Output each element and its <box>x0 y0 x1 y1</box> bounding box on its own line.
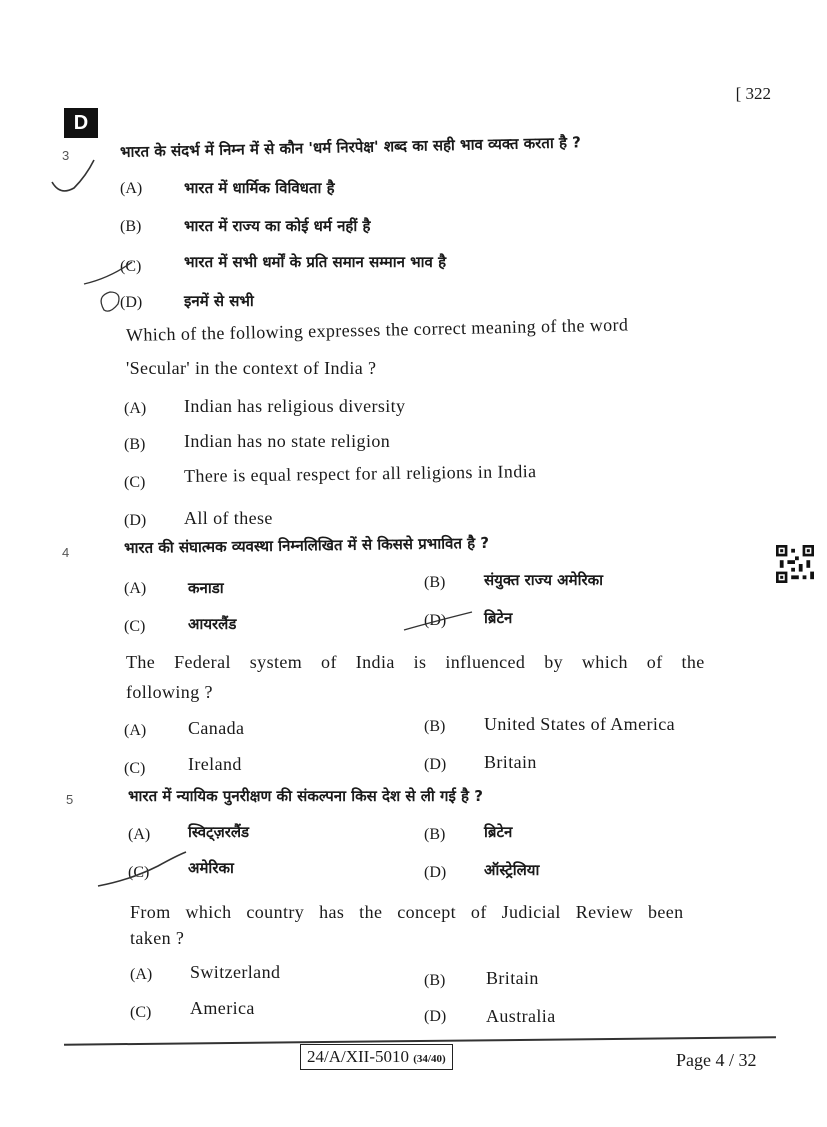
tick-mark <box>52 160 94 191</box>
question-english-line2: following ? <box>126 682 213 702</box>
option-label: (C) <box>124 474 146 491</box>
question-hindi: भारत की संघात्मक व्यवस्था निम्नलिखित में से किससे प्रभावित है ? <box>123 533 490 557</box>
option-label: (A) <box>124 580 147 597</box>
question-english-line1: The Federal system of India is influenced by which of the <box>126 652 705 672</box>
page-number: Page 4 / 32 <box>676 1050 757 1070</box>
option-label: (A) <box>124 400 147 417</box>
paper-code <box>300 1044 453 1070</box>
option-text: All of these <box>184 508 273 528</box>
option-label: (B) <box>124 436 146 453</box>
option-text: Britain <box>484 752 537 772</box>
option-label: (C) <box>124 760 146 777</box>
option-text: संयुक्त राज्य अमेरिका <box>484 571 604 589</box>
option-text: There is equal respect for all religions in India <box>183 461 537 486</box>
option-label: (C) <box>124 618 146 635</box>
paper-code-text: 24/A/XII-5010 <box>307 1047 409 1066</box>
qr-code-icon <box>776 545 814 583</box>
option-text: Indian has religious diversity <box>184 396 406 416</box>
question-english-line1: Which of the following expresses the correct meaning of the word <box>125 314 629 345</box>
option-text: Australia <box>486 1006 556 1026</box>
option-text: Indian has no state religion <box>184 431 391 451</box>
section-badge: D <box>64 108 98 138</box>
option-label: (C) <box>120 258 142 275</box>
option-label: (C) <box>128 864 150 881</box>
question-number: 5 <box>66 792 74 807</box>
option-label: (A) <box>128 826 151 843</box>
question-hindi: भारत के संदर्भ में निम्न में से कौन 'धर्म निरपेक्ष' शब्द का सही भाव व्यक्त करता है ? <box>119 133 582 161</box>
option-text: Britain <box>486 968 539 988</box>
option-label: (D) <box>424 612 447 629</box>
question-english-line2: taken ? <box>130 928 185 948</box>
option-text: स्विट्ज़रलैंड <box>188 823 250 841</box>
option-label: (A) <box>130 966 153 983</box>
option-text: Ireland <box>188 754 242 774</box>
option-text: अमेरिका <box>188 859 234 877</box>
question-number: 3 <box>62 148 70 163</box>
option-text: भारत में धार्मिक विविधता है <box>184 179 335 197</box>
option-text: Canada <box>188 718 245 738</box>
option-label: (B) <box>120 218 142 235</box>
option-text: United States of America <box>484 714 676 734</box>
option-label: (A) <box>124 722 147 739</box>
option-label: (D) <box>124 512 147 529</box>
option-label: (B) <box>424 826 446 843</box>
option-text: कनाडा <box>188 579 224 597</box>
option-text: Switzerland <box>190 962 281 982</box>
option-label: (D) <box>424 864 447 881</box>
option-text: आयरलैंड <box>188 615 237 633</box>
option-label: (D) <box>424 1008 447 1025</box>
option-text: भारत में सभी धर्मों के प्रति समान सम्मान भाव है <box>184 253 447 271</box>
paper-code-count: (34/40) <box>413 1053 446 1065</box>
option-label: (C) <box>130 1004 152 1021</box>
option-text: भारत में राज्य का कोई धर्म नहीं है <box>184 217 371 235</box>
option-label: (D) <box>120 294 143 311</box>
page-reference: [ 322 <box>735 84 771 103</box>
circle-mark <box>101 292 119 311</box>
option-label: (D) <box>424 756 447 773</box>
option-text: ऑस्ट्रेलिया <box>484 861 540 879</box>
option-text: इनमें से सभी <box>184 292 254 310</box>
option-label: (B) <box>424 718 446 735</box>
question-number: 4 <box>62 545 70 560</box>
option-label: (B) <box>424 574 446 591</box>
question-hindi: भारत में न्यायिक पुनरीक्षण की संकल्पना किस देश से ली गई है ? <box>128 787 483 805</box>
question-english-line1: From which country has the concept of Judicial Review been <box>130 902 684 922</box>
question-english-line2: 'Secular' in the context of India ? <box>126 358 377 378</box>
option-label: (A) <box>120 180 143 197</box>
option-label: (B) <box>424 972 446 989</box>
option-text: America <box>190 998 255 1018</box>
option-text: ब्रिटेन <box>484 823 513 841</box>
option-text: ब्रिटेन <box>484 609 513 627</box>
